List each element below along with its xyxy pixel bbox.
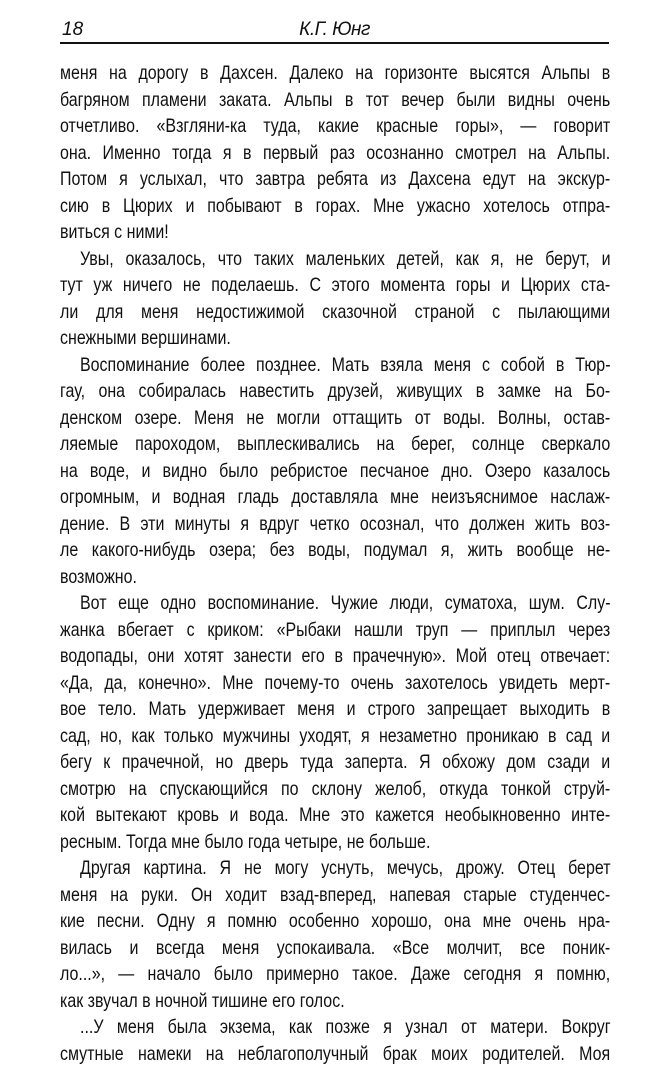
text-line-content: как звучал в ночной тишине его голос. (60, 988, 610, 1015)
text-line-content: бегу к прачечной, но дверь туда заперта. Я обхожу дом сзади и (60, 749, 610, 776)
text-line (60, 617, 610, 644)
text-line-content: Вот еще одно воспоминание. Чужие люди, суматоха, шум. Слу- (80, 590, 611, 617)
text-line-content: Воспоминание более позднее. Мать взяла меня с собой в Тюр- (80, 352, 611, 379)
text-line (60, 219, 610, 246)
text-line-content: водопады, они хотят занести его в прачечную». Мой отец отвечает: (60, 643, 610, 670)
text-line (60, 564, 610, 591)
text-line-content: снежными вершинами. (60, 325, 610, 352)
text-line (60, 696, 610, 723)
text-line-content: она. Именно тогда я в первый раз осознанно смотрел на Альпы. (60, 140, 610, 167)
text-line-content: вилась и всегда меня успокаивала. «Все молчит, все поник- (60, 935, 610, 962)
text-line (60, 961, 610, 988)
text-line (60, 723, 610, 750)
text-line (60, 458, 610, 485)
text-line (60, 352, 610, 379)
text-line-content: виться с ними! (60, 219, 610, 246)
text-line (60, 484, 610, 511)
paragraph (60, 1014, 610, 1067)
text-line (60, 1041, 610, 1067)
text-line-content: ресным. Тогда мне было года четыре, не больше. (60, 829, 610, 856)
text-line-content: тут уж ничего не поделаешь. С этого момента горы и Цюрих ста- (60, 272, 610, 299)
text-line (60, 935, 610, 962)
text-line (60, 140, 610, 167)
text-line (60, 299, 610, 326)
text-line-content: смутные намеки на неблагополучный брак моих родителей. Моя (60, 1041, 610, 1067)
text-line-content: багряном пламени заката. Альпы в тот вечер были видны очень (60, 87, 610, 114)
running-head (60, 18, 609, 44)
text-line (60, 882, 610, 909)
text-line (60, 87, 610, 114)
text-line-content: денском озере. Меня не могли оттащить от воды. Волны, остав- (60, 405, 610, 432)
text-line-content: ло...», — начало было примерно такое. Даже сегодня я помню, (60, 961, 610, 988)
text-line (60, 246, 610, 273)
text-line (60, 643, 610, 670)
text-line (60, 511, 610, 538)
text-line (60, 378, 610, 405)
text-line-content: «Да, да, конечно». Мне почему-то очень захотелось увидеть мерт- (60, 670, 610, 697)
text-line-content: ...У меня была экзема, как позже я узнал от матери. Вокруг (80, 1014, 611, 1041)
paragraph (60, 60, 610, 246)
paragraph (60, 246, 610, 352)
text-line-content: жанка вбегает с криком: «Рыбаки нашли труп — приплыл через (60, 617, 610, 644)
text-line (60, 829, 610, 856)
text-line-content: на воде, и видно было ребристое песчаное дно. Озеро казалось (60, 458, 610, 485)
text-line (60, 272, 610, 299)
paragraph (60, 590, 610, 855)
text-line-content: гау, она собиралась навестить друзей, живущих в замке на Бо- (60, 378, 610, 405)
text-line-content: кие песни. Одну я помню особенно хорошо, она мне очень нра- (60, 908, 610, 935)
paragraph (60, 855, 610, 1014)
text-line-content: меня на дорогу в Дахсен. Далеко на горизонте высятся Альпы в (60, 60, 610, 87)
text-line-content: ле какого-нибудь озера; без воды, подумал я, жить вообще не- (60, 537, 610, 564)
text-line (60, 749, 610, 776)
body-text (60, 60, 610, 1067)
text-line-content: ляемые пароходом, выплескивались на берег, солнце сверкало (60, 431, 610, 458)
text-line (60, 537, 610, 564)
text-line-content: огромным, и водная гладь доставляла мне неизъяснимое наслаж- (60, 484, 610, 511)
text-line-content: сад, но, как только мужчины уходят, я незаметно проникаю в сад и (60, 723, 610, 750)
text-line-content: Потом я услыхал, что завтра ребята из Дахсена едут на экскур- (60, 166, 610, 193)
text-line (60, 405, 610, 432)
text-line (60, 908, 610, 935)
text-line (60, 325, 610, 352)
text-line-content: возможно. (60, 564, 610, 591)
text-line (60, 802, 610, 829)
text-line (60, 193, 610, 220)
text-line-content: Увы, оказалось, что таких маленьких детей, как я, не берут, и (80, 246, 611, 273)
text-line (60, 60, 610, 87)
text-line-content: отчетливо. «Взгляни-ка туда, какие красные горы», — говорит (60, 113, 610, 140)
text-line-content: ли для меня недостижимой сказочной страной с пылающими (60, 299, 610, 326)
text-line (60, 855, 610, 882)
text-line-content: смотрю на спускающийся по склону желоб, откуда тонкой струй- (60, 776, 610, 803)
text-line (60, 988, 610, 1015)
text-line (60, 670, 610, 697)
running-head-author: К.Г. Юнг (60, 18, 609, 42)
text-line-content: меня на руки. Он ходит взад-вперед, напевая старые студенчес- (60, 882, 610, 909)
text-line (60, 431, 610, 458)
text-line-content: кой вытекают кровь и вода. Мне это кажется необыкновенно инте- (60, 802, 610, 829)
text-line (60, 1014, 610, 1041)
page-number: 18 (62, 18, 83, 42)
text-line-content: дение. В эти минуты я вдруг четко осознал, что должен жить воз- (60, 511, 610, 538)
text-line (60, 113, 610, 140)
text-line (60, 166, 610, 193)
paragraph (60, 352, 610, 591)
text-line-content: сию в Цюрих и побывают в горах. Мне ужасно хотелось отпра- (60, 193, 610, 220)
text-line-content: Другая картина. Я не могу уснуть, мечусь, дрожу. Отец берет (80, 855, 611, 882)
text-line-content: вое тело. Мать удерживает меня и строго запрещает выходить в (60, 696, 610, 723)
text-line (60, 590, 610, 617)
text-line (60, 776, 610, 803)
